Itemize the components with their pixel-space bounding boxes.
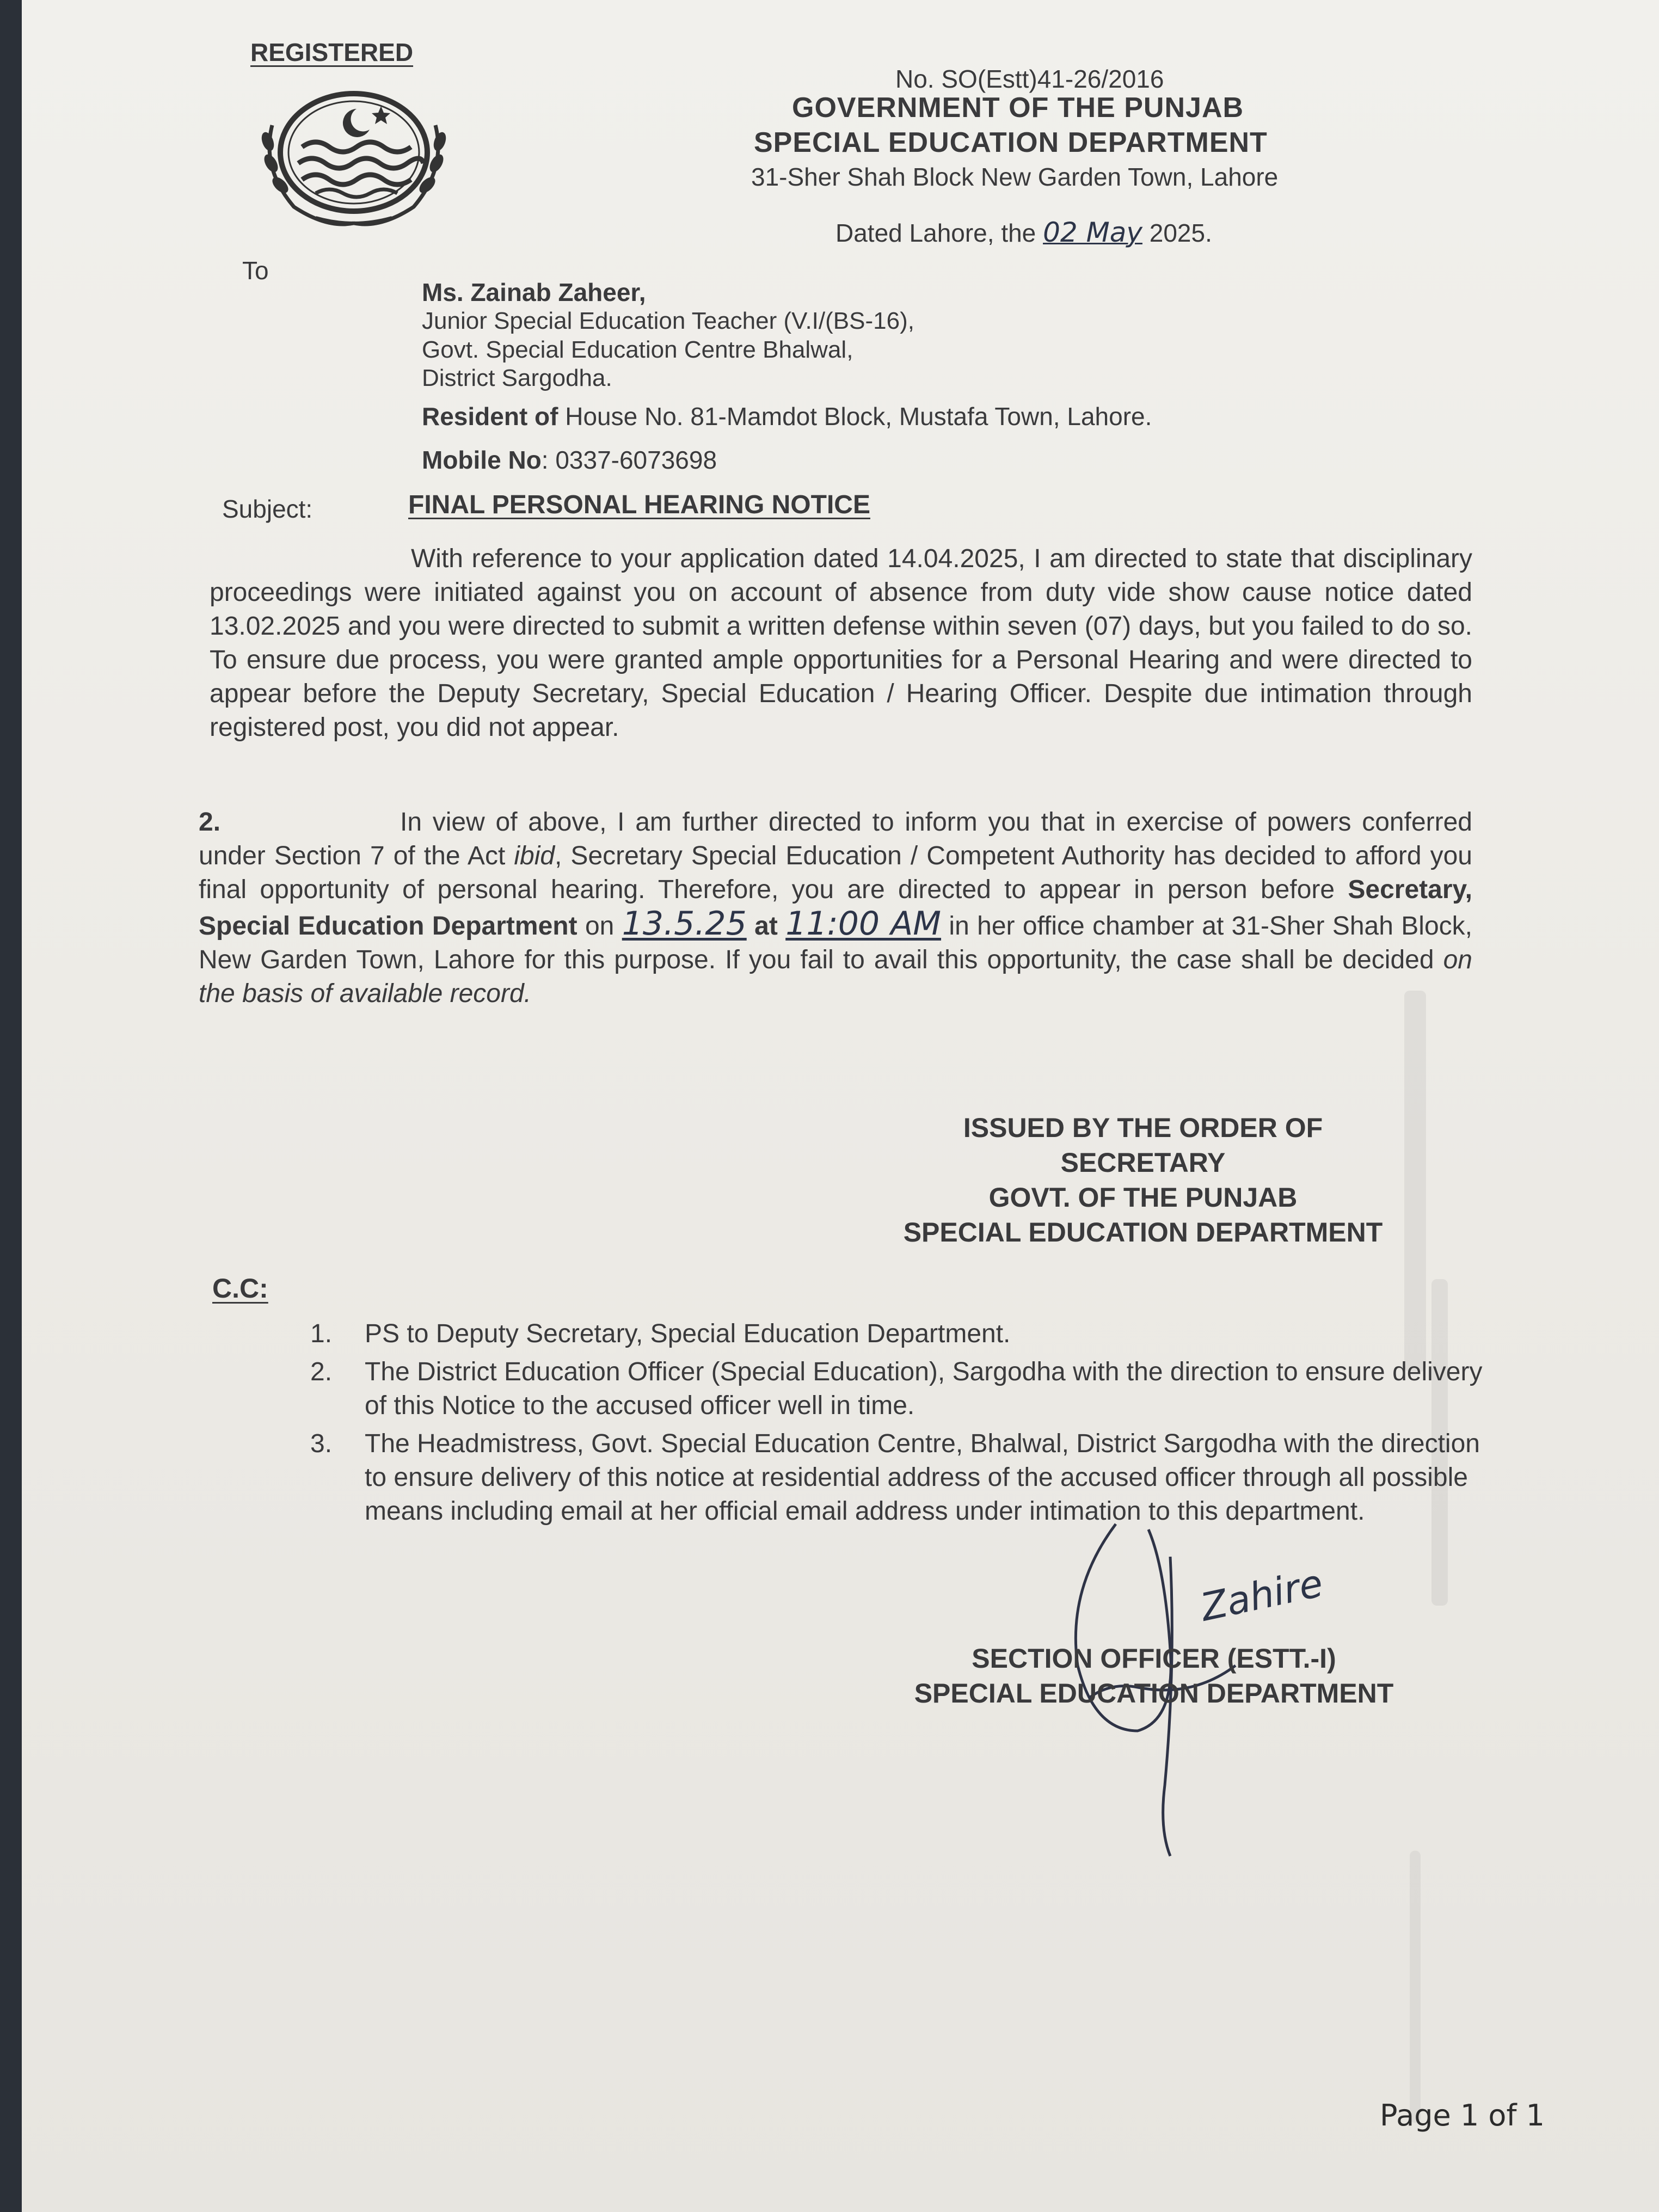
paragraph-2-at: at [746, 912, 786, 941]
to-label: To [242, 256, 269, 285]
section-officer-block [882, 1641, 1426, 1711]
cc-item [310, 1355, 1491, 1423]
copy-smudge [1404, 991, 1426, 1372]
mobile-label: Mobile No [422, 446, 542, 474]
cc-item-text: The District Education Officer (Special Education), Sargodha with the direction to ensure delivery of this Notice to the accused officer well in time. [365, 1357, 1483, 1420]
dated-year: 2025. [1149, 219, 1212, 247]
cc-item-text: PS to Deputy Secretary, Special Education Department. [365, 1319, 1011, 1348]
paragraph-2-text-c: in her office chamber at 31-Sher Shah Block, New Garden Town, Lahore for this purpose. If you fail to avail this opportunity, the case shall be decided [199, 912, 1473, 974]
subject-value: FINAL PERSONAL HEARING NOTICE [408, 490, 870, 519]
copy-smudge [1431, 1279, 1448, 1606]
signature-text: Zahire [1196, 1560, 1327, 1630]
recipient-residence [422, 402, 1152, 431]
dated-handwritten: 02 May [1043, 217, 1142, 248]
mobile-value: : 0337-6073698 [541, 446, 717, 474]
order-line-3: GOVT. OF THE PUNJAB [988, 1182, 1298, 1213]
hearing-date-handwritten: 13.5.25 [622, 905, 747, 943]
cc-item [310, 1317, 1491, 1351]
paragraph-2-number: 2. [199, 808, 221, 837]
punjab-emblem-icon [234, 82, 474, 234]
paragraph-2-ibid: ibid [514, 841, 555, 870]
paragraph-2-italic: on the basis of available record. [199, 945, 1472, 1008]
department-address: 31-Sher Shah Block New Garden Town, Lahore [751, 163, 1279, 191]
dated-line [835, 217, 1212, 248]
order-line-4: SPECIAL EDUCATION DEPARTMENT [903, 1217, 1383, 1248]
cc-item-number: 2. [310, 1357, 333, 1386]
cc-label: C.C: [212, 1273, 268, 1304]
paragraph-1-text: With reference to your application dated 14.04.2025, I am directed to state that disciplinary proceedings were initiated against you on account of absence from duty vide show cause notice dated 13.02.2025 and you were directed to submit a written defense within seven (07) days, but you failed to do so. To ensure due process, you were granted ample opportunities for a Personal Hearing and were directed to appear before the Deputy Secretary, Special Education / Hearing Officer. Despite due intimation through registered post, you did not appear. [210, 544, 1472, 742]
dated-prefix: Dated Lahore, the [835, 219, 1036, 247]
recipient-name: Ms. Zainab Zaheer, [422, 278, 646, 306]
subject-label: Subject: [222, 495, 313, 523]
recipient-district: District Sargodha. [422, 365, 612, 391]
resident-value: House No. 81-Mamdot Block, Mustafa Town, Lahore. [565, 402, 1152, 431]
copy-smudge [1410, 1851, 1421, 2123]
resident-label: Resident of [422, 402, 558, 431]
cc-item-number: 1. [310, 1319, 333, 1348]
body-paragraph-1 [210, 542, 1472, 745]
officer-title-1: SECTION OFFICER (ESTT.-I) [972, 1643, 1336, 1674]
government-title: GOVERNMENT OF THE PUNJAB [792, 92, 1244, 124]
issued-by-order-block [871, 1110, 1415, 1250]
cc-list [310, 1317, 1491, 1533]
registered-label: REGISTERED [250, 38, 414, 66]
paragraph-2-text-a: In view of above, I am further directed to inform you that in exercise of powers conferred under Section 7 of the Act [199, 808, 1472, 870]
department-title: SPECIAL EDUCATION DEPARTMENT [754, 127, 1268, 158]
order-line-2: SECRETARY [1060, 1147, 1226, 1178]
paragraph-2-on: on [577, 912, 622, 941]
body-paragraph-2 [199, 806, 1472, 1011]
paragraph-2-text-b: , Secretary Special Education / Competent Authority has decided to afford you final opportunity of personal hearing. Therefore, you are directed to appear in person before [199, 841, 1472, 904]
document-page [22, 0, 1659, 2212]
paragraph-2-secretary: Secretary, Special Education Department [199, 875, 1472, 941]
cc-item-number: 3. [310, 1429, 333, 1458]
hearing-time-handwritten: 11:00 AM [785, 905, 942, 943]
reference-number: No. SO(Estt)41-26/2016 [895, 65, 1164, 93]
order-line-1: ISSUED BY THE ORDER OF [963, 1113, 1323, 1143]
recipient-office: Govt. Special Education Centre Bhalwal, [422, 336, 853, 363]
recipient-mobile [422, 445, 717, 475]
recipient-designation: Junior Special Education Teacher (V.I/(BS-16), [422, 308, 914, 334]
cc-item-text: The Headmistress, Govt. Special Education Centre, Bhalwal, District Sargodha with the direction to ensure delivery of this notice at residential address of the accused officer through all possible means including email at her official email address under intimation to this department. [365, 1429, 1480, 1526]
officer-title-2: SPECIAL EDUCATION DEPARTMENT [914, 1678, 1394, 1709]
page-number: Page 1 of 1 [1380, 2098, 1545, 2133]
